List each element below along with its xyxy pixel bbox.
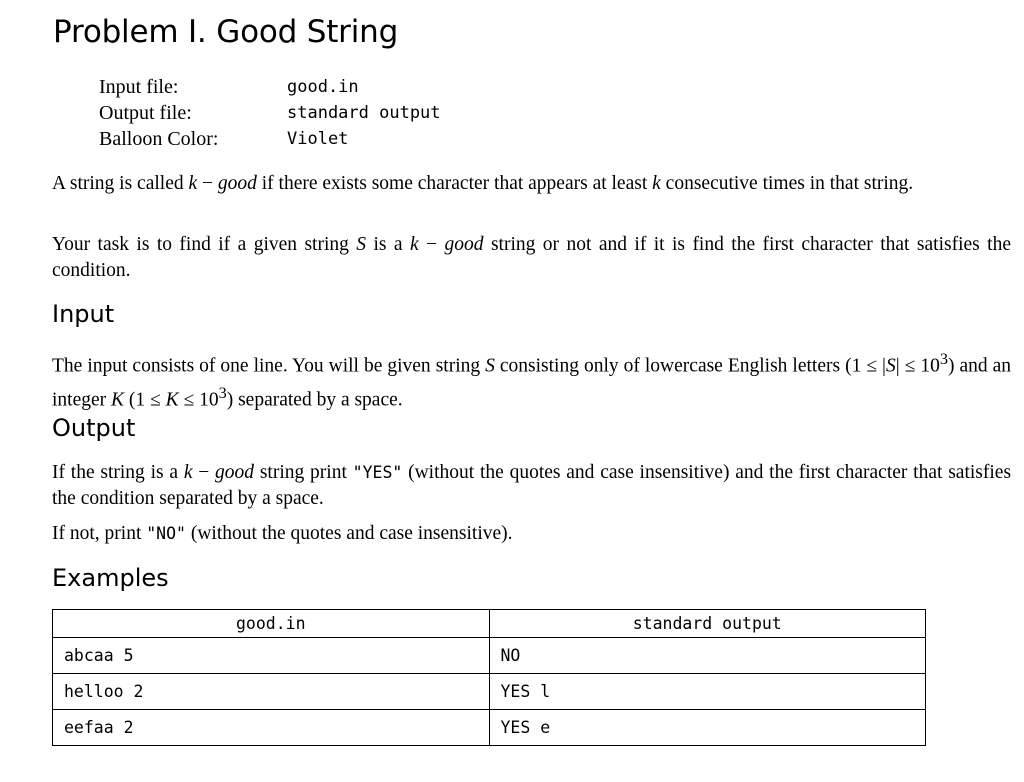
problem-meta — [99, 74, 441, 152]
examples-heading: Examples — [52, 564, 169, 592]
table-row — [53, 638, 926, 674]
statement-paragraph-2: Your task is to find if a given string S is a k − good string or not and if it is find the first character that satisfies the condition. — [52, 234, 1011, 281]
meta-input-row — [99, 74, 441, 100]
statement-paragraph-1: A string is called k − good if there exists some character that appears at least k consecutive times in that string. — [52, 173, 914, 194]
input-file-value: good.in — [287, 77, 359, 97]
example-output-cell: YES e — [489, 710, 926, 746]
output-paragraph-1: If the string is a k − good string print "YES" (without the quotes and case insensitive) and the first character that satisfies the condition separated by a space. — [52, 462, 1012, 509]
input-heading: Input — [52, 300, 115, 328]
example-input-cell: eefaa 2 — [53, 710, 490, 746]
example-input-cell: abcaa 5 — [53, 638, 490, 674]
examples-input-header: good.in — [53, 610, 490, 638]
problem-title: Problem I. Good String — [53, 14, 399, 50]
input-file-label: Input file: — [99, 76, 179, 98]
example-output-cell: YES l — [489, 674, 926, 710]
input-paragraph: The input consists of one line. You will be given string S consisting only of lowercase English letters $(1 \le |S| \le 10^3)$ and an integer K $(1 \le K \le 10^3)$ separated by a space. — [52, 350, 1012, 410]
output-paragraph-2: If not, print "NO" (without the quotes and case insensitive). — [52, 523, 513, 544]
meta-balloon-row — [99, 126, 441, 152]
examples-header-row — [53, 610, 926, 638]
balloon-color-label: Balloon Color: — [99, 128, 219, 150]
meta-output-row — [99, 100, 441, 126]
output-file-label: Output file: — [99, 102, 192, 124]
balloon-color-value: Violet — [287, 129, 349, 149]
table-row — [53, 710, 926, 746]
examples-output-header: standard output — [489, 610, 926, 638]
examples-table — [52, 609, 926, 746]
output-heading: Output — [52, 414, 136, 442]
table-row — [53, 674, 926, 710]
example-input-cell: helloo 2 — [53, 674, 490, 710]
example-output-cell: NO — [489, 638, 926, 674]
output-file-value: standard output — [287, 103, 441, 123]
